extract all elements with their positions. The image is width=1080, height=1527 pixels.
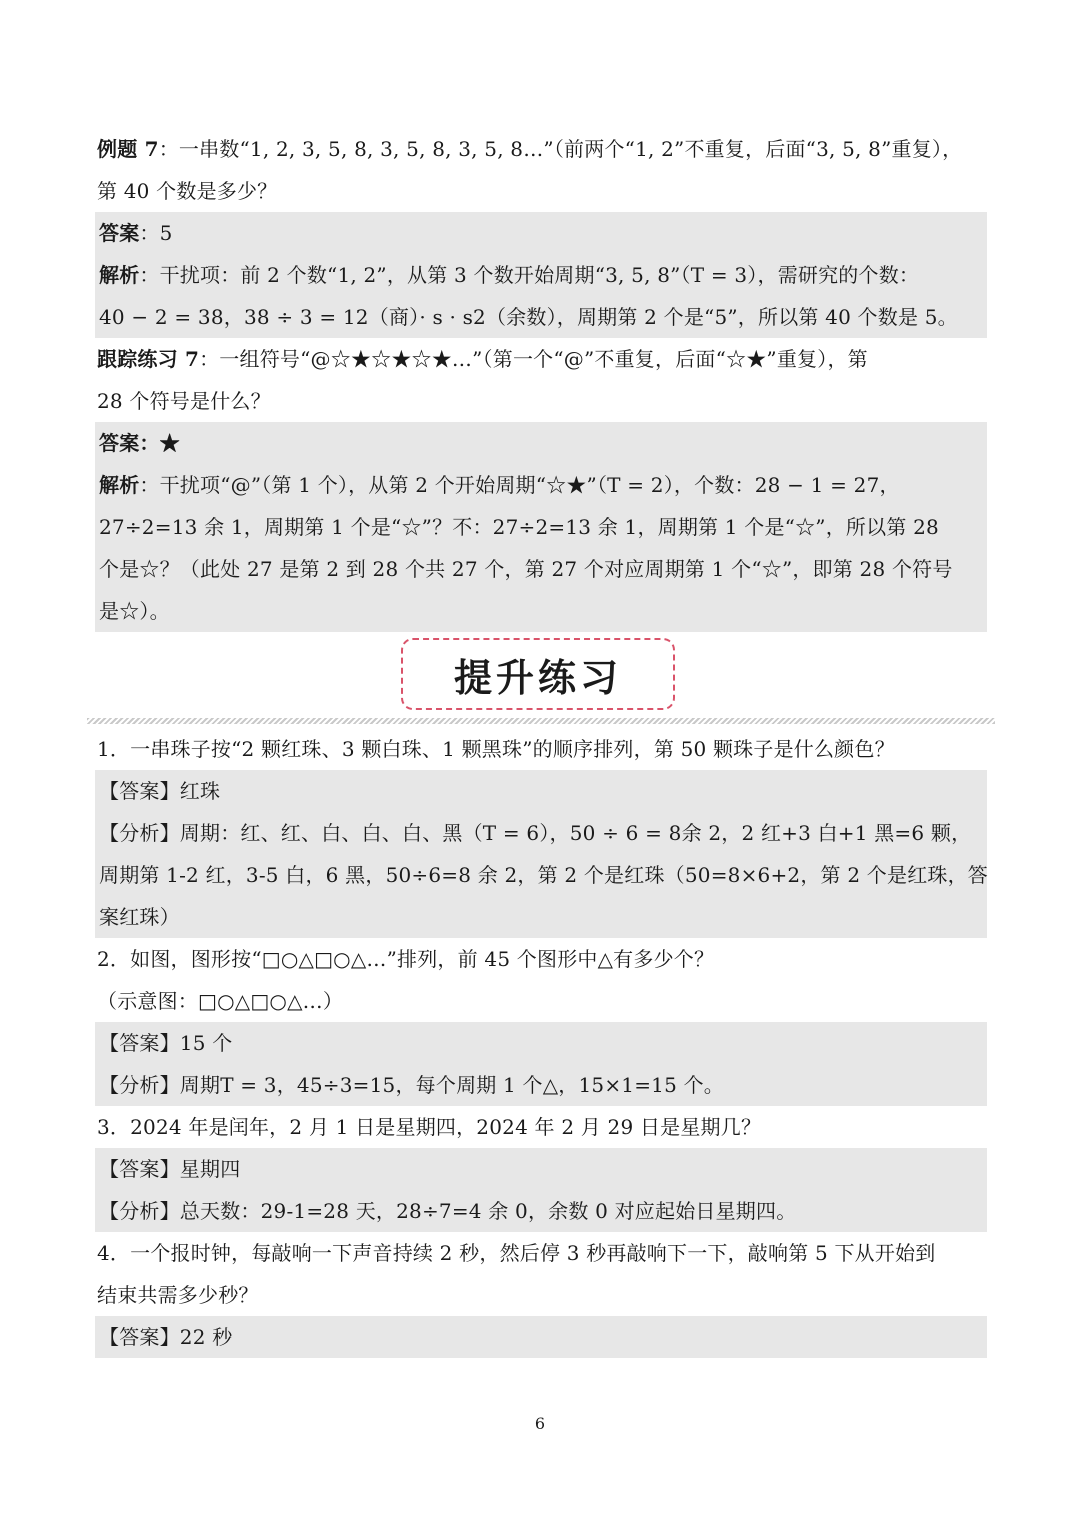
q3-solution-box <box>95 1148 987 1232</box>
example-7-analysis-2: 40 − 2 = 38，38 ÷ 3 = 12（商）· s · s2（余数），周期第 2 个是“5”，所以第 40 个数是 5。 <box>99 305 958 329</box>
practice-7-analysis-3: 个是☆？（此处 27 是第 2 到 28 个共 27 个，第 27 个对应周期第 1 个“☆”，即第 28 个符号 <box>99 557 953 581</box>
q3-question: 3．2024 年是闰年，2 月 1 日是星期四，2024 年 2 月 29 日是星期几？ <box>97 1115 762 1139</box>
hatched-divider <box>87 718 995 724</box>
section-banner <box>97 632 985 728</box>
example-7-solution-box <box>95 212 987 338</box>
page-number: 6 <box>534 1414 546 1433</box>
practice-7-analysis-4: 是☆）。 <box>99 599 170 623</box>
example-7-label: 例题 7 <box>97 137 159 161</box>
answer-label: 答案 <box>99 221 140 245</box>
q4-question-2: 结束共需多少秒？ <box>97 1283 259 1307</box>
q2-question: 2．如图，图形按“□○△□○△…”排列，前 45 个图形中△有多少个？ <box>97 947 715 971</box>
q4-question-1: 4．一个报时钟，每敲响一下声音持续 2 秒，然后停 3 秒再敲响下一下，敲响第 5 下从开始到 <box>97 1241 936 1265</box>
q3-analysis-1: 【分析】总天数：29-1=28 天，28÷7=4 余 0，余数 0 对应起始日星期四。 <box>99 1199 797 1223</box>
q1-question: 1．一串珠子按“2 颗红珠、3 颗白珠、1 颗黑珠”的顺序排列，第 50 颗珠子是什么颜色？ <box>97 737 895 761</box>
example-7-answer: 答案：5 <box>99 221 173 245</box>
practice-7-answer: 答案：★ <box>99 431 180 455</box>
q1-solution-box <box>95 770 987 938</box>
q1-answer: 【答案】红珠 <box>99 779 221 803</box>
practice-7-line-2: 28 个符号是什么？ <box>97 389 271 413</box>
q1-analysis-1: 【分析】周期：红、红、白、白、白、黑（T = 6），50 ÷ 6 = 8余 2，2 红+3 白+1 黑=6 颗， <box>99 821 972 845</box>
practice-7-label: 跟踪练习 7 <box>97 347 200 371</box>
practice-7-analysis-2: 27÷2=13 余 1，周期第 1 个是“☆”？不：27÷2=13 余 1，周期第 1 个是“☆”，所以第 28 <box>99 515 939 539</box>
q2-solution-box <box>95 1022 987 1106</box>
analysis-label: 解析 <box>99 263 140 287</box>
practice-7-line-1: 跟踪练习 7：一组符号“@☆★☆★☆★…”（第一个“@”不重复，后面“☆★”重复），第 <box>97 347 868 371</box>
example-7-analysis-1: 解析：干扰项：前 2 个数“1, 2”，从第 3 个数开始周期“3, 5, 8”（T = 3），需研究的个数： <box>99 263 920 287</box>
practice-7-solution-box <box>95 422 987 632</box>
analysis-label: 解析 <box>99 473 140 497</box>
q4-solution-box <box>95 1316 987 1358</box>
q1-analysis-2: 周期第 1-2 红，3-5 白，6 黑，50÷6=8 余 2，第 2 个是红珠（50=8×6+2，第 2 个是红珠，答 <box>99 863 988 887</box>
example-7-text: ：一串数“1, 2, 3, 5, 8, 3, 5, 8, 3, 5, 8…”（前两个“1, 2”不重复，后面“3, 5, 8”重复）， <box>158 137 963 161</box>
q3-answer: 【答案】星期四 <box>99 1157 241 1181</box>
q4-answer: 【答案】22 秒 <box>99 1325 233 1349</box>
q2-answer: 【答案】15 个 <box>99 1031 233 1055</box>
section-title: 提升练习 <box>401 638 675 710</box>
q2-figure-note: （示意图：□○△□○△…） <box>97 989 344 1013</box>
practice-7-analysis-1: 解析：干扰项“@”（第 1 个），从第 2 个开始周期“☆★”（T = 2），个数：28 − 1 = 27， <box>99 473 900 497</box>
q2-analysis-1: 【分析】周期T = 3，45÷3=15，每个周期 1 个△，15×1=15 个。 <box>99 1073 724 1097</box>
q1-analysis-3: 案红珠） <box>99 905 180 929</box>
document-body <box>97 128 988 1358</box>
example-7-line-2: 第 40 个数是多少？ <box>97 179 278 203</box>
example-7-line-1 <box>97 128 985 170</box>
